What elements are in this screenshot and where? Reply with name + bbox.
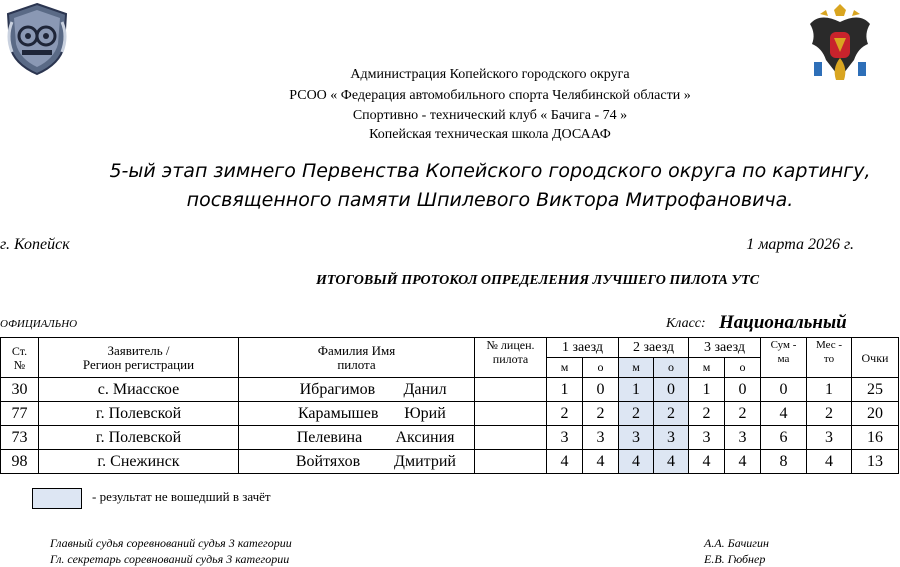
cell-heat2-o: 3 [654, 426, 689, 450]
cell-license [475, 450, 547, 474]
coat-of-arms-icon [806, 4, 874, 84]
subheader-heat1-m: м [547, 358, 583, 378]
cell-sum: 8 [761, 450, 807, 474]
header-entrant: Заявитель / Регион регистрации [39, 338, 239, 378]
subheader-heat3-o: о [725, 358, 761, 378]
signature-role-chief-judge: Главный судья соревнований судья 3 категории [50, 536, 292, 550]
cell-heat3-o: 4 [725, 450, 761, 474]
org-line-school: Копейская техническая школа ДОСААФ [369, 127, 611, 142]
cell-heat1-o: 0 [583, 378, 619, 402]
cell-pilot-name [239, 426, 475, 450]
cell-heat3-o: 0 [725, 378, 761, 402]
cell-last-name: Пелевина [296, 428, 363, 446]
cell-heat3-m: 4 [689, 450, 725, 474]
table-row [1, 426, 899, 450]
header-place: Мес - то [807, 338, 852, 378]
org-line-federation: РСОО « Федерация автомобильного спорта Челябинской области » [289, 88, 691, 103]
signature-role-secretary: Гл. секретарь соревнований судья 3 категории [50, 552, 290, 566]
cell-heat2-m: 4 [619, 450, 654, 474]
cell-heat3-o: 3 [725, 426, 761, 450]
cell-heat1-o: 3 [583, 426, 619, 450]
cell-first-name: Юрий [404, 404, 446, 422]
results-table [0, 337, 899, 474]
cell-heat2-o: 2 [654, 402, 689, 426]
signature-name-chief-judge: А.А. Бачигин [704, 536, 769, 550]
header-points: Очки [852, 338, 899, 378]
table-row [1, 378, 899, 402]
signature-name-secretary: Е.В. Гюбнер [704, 552, 766, 566]
cell-heat2-m: 1 [619, 378, 654, 402]
subheader-heat2-o: о [654, 358, 689, 378]
cell-heat2-o: 4 [654, 450, 689, 474]
cell-place: 2 [807, 402, 852, 426]
cell-last-name: Ибрагимов [299, 380, 376, 398]
cell-points: 20 [852, 402, 899, 426]
cell-region: с. Миасское [39, 378, 239, 402]
cell-points: 25 [852, 378, 899, 402]
legend-swatch [32, 488, 82, 509]
cell-pilot-name [239, 402, 475, 426]
table-row [1, 402, 899, 426]
cell-heat1-o: 2 [583, 402, 619, 426]
cell-heat1-m: 2 [547, 402, 583, 426]
subheader-heat3-m: м [689, 358, 725, 378]
club-emblem-icon [4, 2, 70, 76]
cell-heat1-o: 4 [583, 450, 619, 474]
header-sum: Сум - ма [761, 338, 807, 378]
cell-region: г. Полевской [39, 426, 239, 450]
cell-start-no: 98 [1, 450, 39, 474]
date: 1 марта 2026 г. [746, 236, 854, 253]
cell-points: 13 [852, 450, 899, 474]
cell-first-name: Аксиния [395, 428, 455, 446]
cell-pilot-name [239, 378, 475, 402]
official-label: ОФИЦИАЛЬНО [0, 318, 78, 330]
header-name: Фамилия Имя пилота [239, 338, 475, 378]
cell-heat3-m: 3 [689, 426, 725, 450]
cell-heat1-m: 1 [547, 378, 583, 402]
event-title-line-2: посвященного памяти Шпилевого Виктора Митрофановича. [186, 189, 794, 211]
cell-place: 4 [807, 450, 852, 474]
cell-heat3-m: 2 [689, 402, 725, 426]
cell-region: г. Полевской [39, 402, 239, 426]
event-title-line-1: 5-ый этап зимнего Первенства Копейского городского округа по картингу, [109, 160, 871, 182]
cell-sum: 0 [761, 378, 807, 402]
cell-license [475, 402, 547, 426]
cell-heat1-m: 4 [547, 450, 583, 474]
cell-sum: 6 [761, 426, 807, 450]
cell-heat1-m: 3 [547, 426, 583, 450]
cell-last-name: Карамышев [297, 404, 379, 422]
cell-sum: 4 [761, 402, 807, 426]
header-start-no: Ст. № [1, 338, 39, 378]
org-line-administration: Администрация Копейского городского округа [350, 67, 630, 82]
cell-start-no: 73 [1, 426, 39, 450]
header-license: № лицен. пилота [475, 338, 547, 378]
header-heat-1: 1 заезд [547, 338, 619, 358]
cell-last-name: Войтяхов [295, 452, 361, 470]
table-header-row [1, 338, 899, 358]
cell-start-no: 30 [1, 378, 39, 402]
legend-text: - результат не вошедший в зачёт [92, 489, 271, 504]
class-value: Национальный [719, 312, 847, 333]
cell-pilot-name [239, 450, 475, 474]
cell-heat2-o: 0 [654, 378, 689, 402]
cell-license [475, 426, 547, 450]
cell-heat2-m: 3 [619, 426, 654, 450]
cell-first-name: Данил [403, 380, 447, 398]
city: г. Копейск [0, 236, 70, 253]
header-heat-3: 3 заезд [689, 338, 761, 358]
cell-points: 16 [852, 426, 899, 450]
cell-first-name: Дмитрий [394, 452, 456, 470]
cell-heat3-o: 2 [725, 402, 761, 426]
table-row [1, 450, 899, 474]
subheader-heat2-m: м [619, 358, 654, 378]
cell-place: 1 [807, 378, 852, 402]
cell-place: 3 [807, 426, 852, 450]
cell-heat3-m: 1 [689, 378, 725, 402]
protocol-title: ИТОГОВЫЙ ПРОТОКОЛ ОПРЕДЕЛЕНИЯ ЛУЧШЕГО ПИЛОТА УТС [315, 273, 760, 288]
cell-region: г. Снежинск [39, 450, 239, 474]
cell-license [475, 378, 547, 402]
subheader-heat1-o: о [583, 358, 619, 378]
org-line-club: Спортивно - технический клуб « Бачига - 74 » [352, 108, 628, 123]
header-heat-2: 2 заезд [619, 338, 689, 358]
cell-start-no: 77 [1, 402, 39, 426]
class-label: Класс: [666, 316, 706, 331]
cell-heat2-m: 2 [619, 402, 654, 426]
